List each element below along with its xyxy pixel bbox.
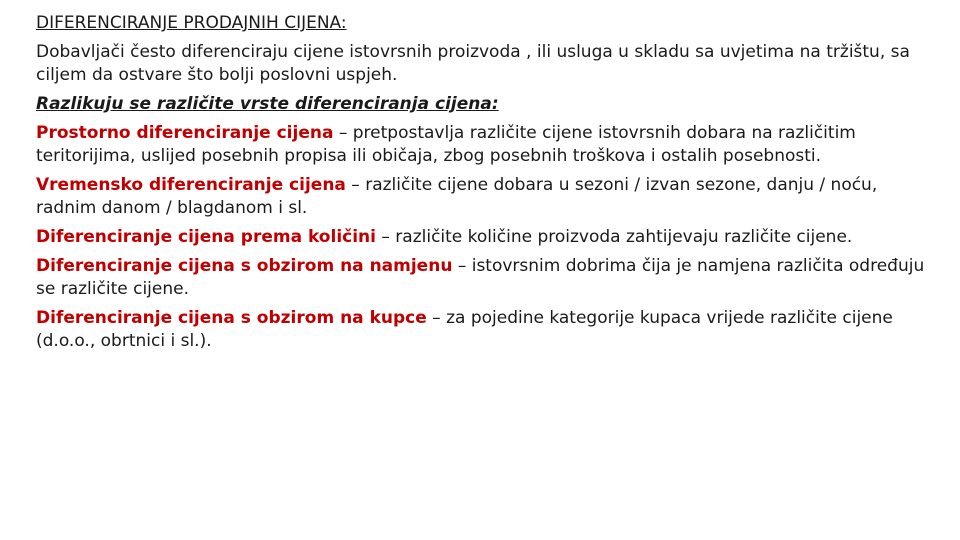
list-item-spatial [36,122,941,168]
term-customers: Diferenciranje cijena s obzirom na kupce [36,308,427,328]
slide-content [36,12,941,353]
list-item-temporal [36,174,941,220]
term-quantity: Diferenciranje cijena prema količini [36,227,376,247]
list-item-quantity [36,226,941,249]
list-item-customers [36,307,941,353]
desc-customers: – za pojedine kategorije kupaca vrijede različite cijene (d.o.o., obrtnici i sl.). [36,308,893,351]
list-item-purpose [36,255,941,301]
desc-temporal: – različite cijene dobara u sezoni / izvan sezone, danju / noću, radnim danom / blagdanom i sl. [36,175,878,218]
term-spatial: Prostorno diferenciranje cijena [36,123,334,143]
desc-quantity: – različite količine proizvoda zahtijevaju različite cijene. [375,227,853,247]
slide-title: DIFERENCIRANJE PRODAJNIH CIJENA: [36,13,347,33]
term-temporal: Vremensko diferenciranje cijena [36,175,346,195]
desc-spatial: – pretpostavlja različite cijene istovrsnih dobara na različitim teritorijima, uslijed posebnih propisa ili običaja, zbog posebnih troškova i ostalih posebnosti. [36,123,856,166]
term-purpose: Diferenciranje cijena s obzirom na namjenu [36,256,453,276]
desc-purpose: – istovrsnim dobrima čija je namjena različita određuju se različite cijene. [36,256,925,299]
section-subtitle: Razlikuju se različite vrste diferenciranja cijena: [36,94,499,114]
intro-paragraph: Dobavljači često diferenciraju cijene istovrsnih proizvoda , ili usluga u skladu sa uvjetima na tržištu, sa ciljem da ostvare što bolji poslovni uspjeh. [36,42,910,85]
